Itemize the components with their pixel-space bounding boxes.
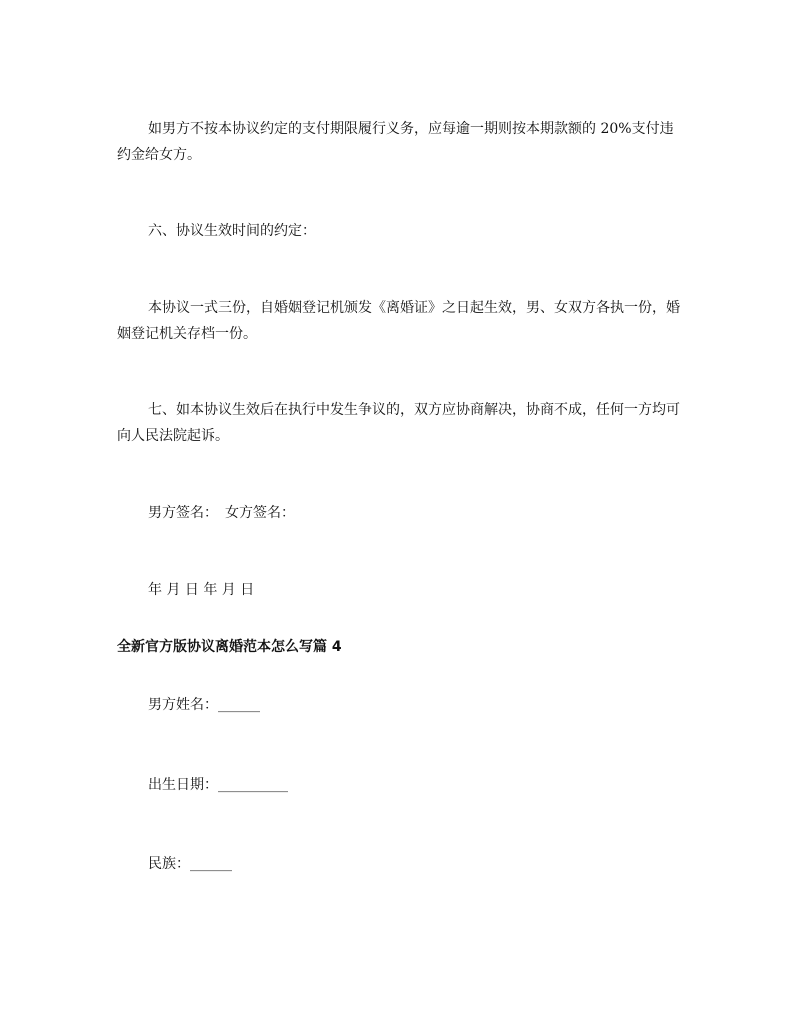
section-heading: 全新官方版协议离婚范本怎么写篇 4	[117, 639, 342, 655]
dispute-paragraph: 七、如本协议生效后在执行中发生争议的，双方应协商解决，协商不成，任何一方均可向人民法院起诉。	[117, 402, 680, 444]
ethnicity-field: 民族：______	[148, 856, 232, 872]
male-name-field: 男方姓名：______	[148, 697, 260, 713]
signature-line: 男方签名： 女方签名：	[148, 505, 295, 521]
copies-paragraph: 本协议一式三份，自婚姻登记机颁发《离婚证》之日起生效，男、女双方各执一份，婚姻登记机关存档一份。	[117, 300, 680, 342]
birth-date-field: 出生日期：__________	[148, 777, 288, 793]
breach-penalty-paragraph: 如男方不按本协议约定的支付期限履行义务，应每逾一期则按本期款额的 20%支付违约金给女方。	[117, 121, 674, 163]
effective-time-heading: 六、协议生效时间的约定：	[148, 223, 316, 239]
date-line: 年 月 日 年 月 日	[148, 582, 255, 598]
